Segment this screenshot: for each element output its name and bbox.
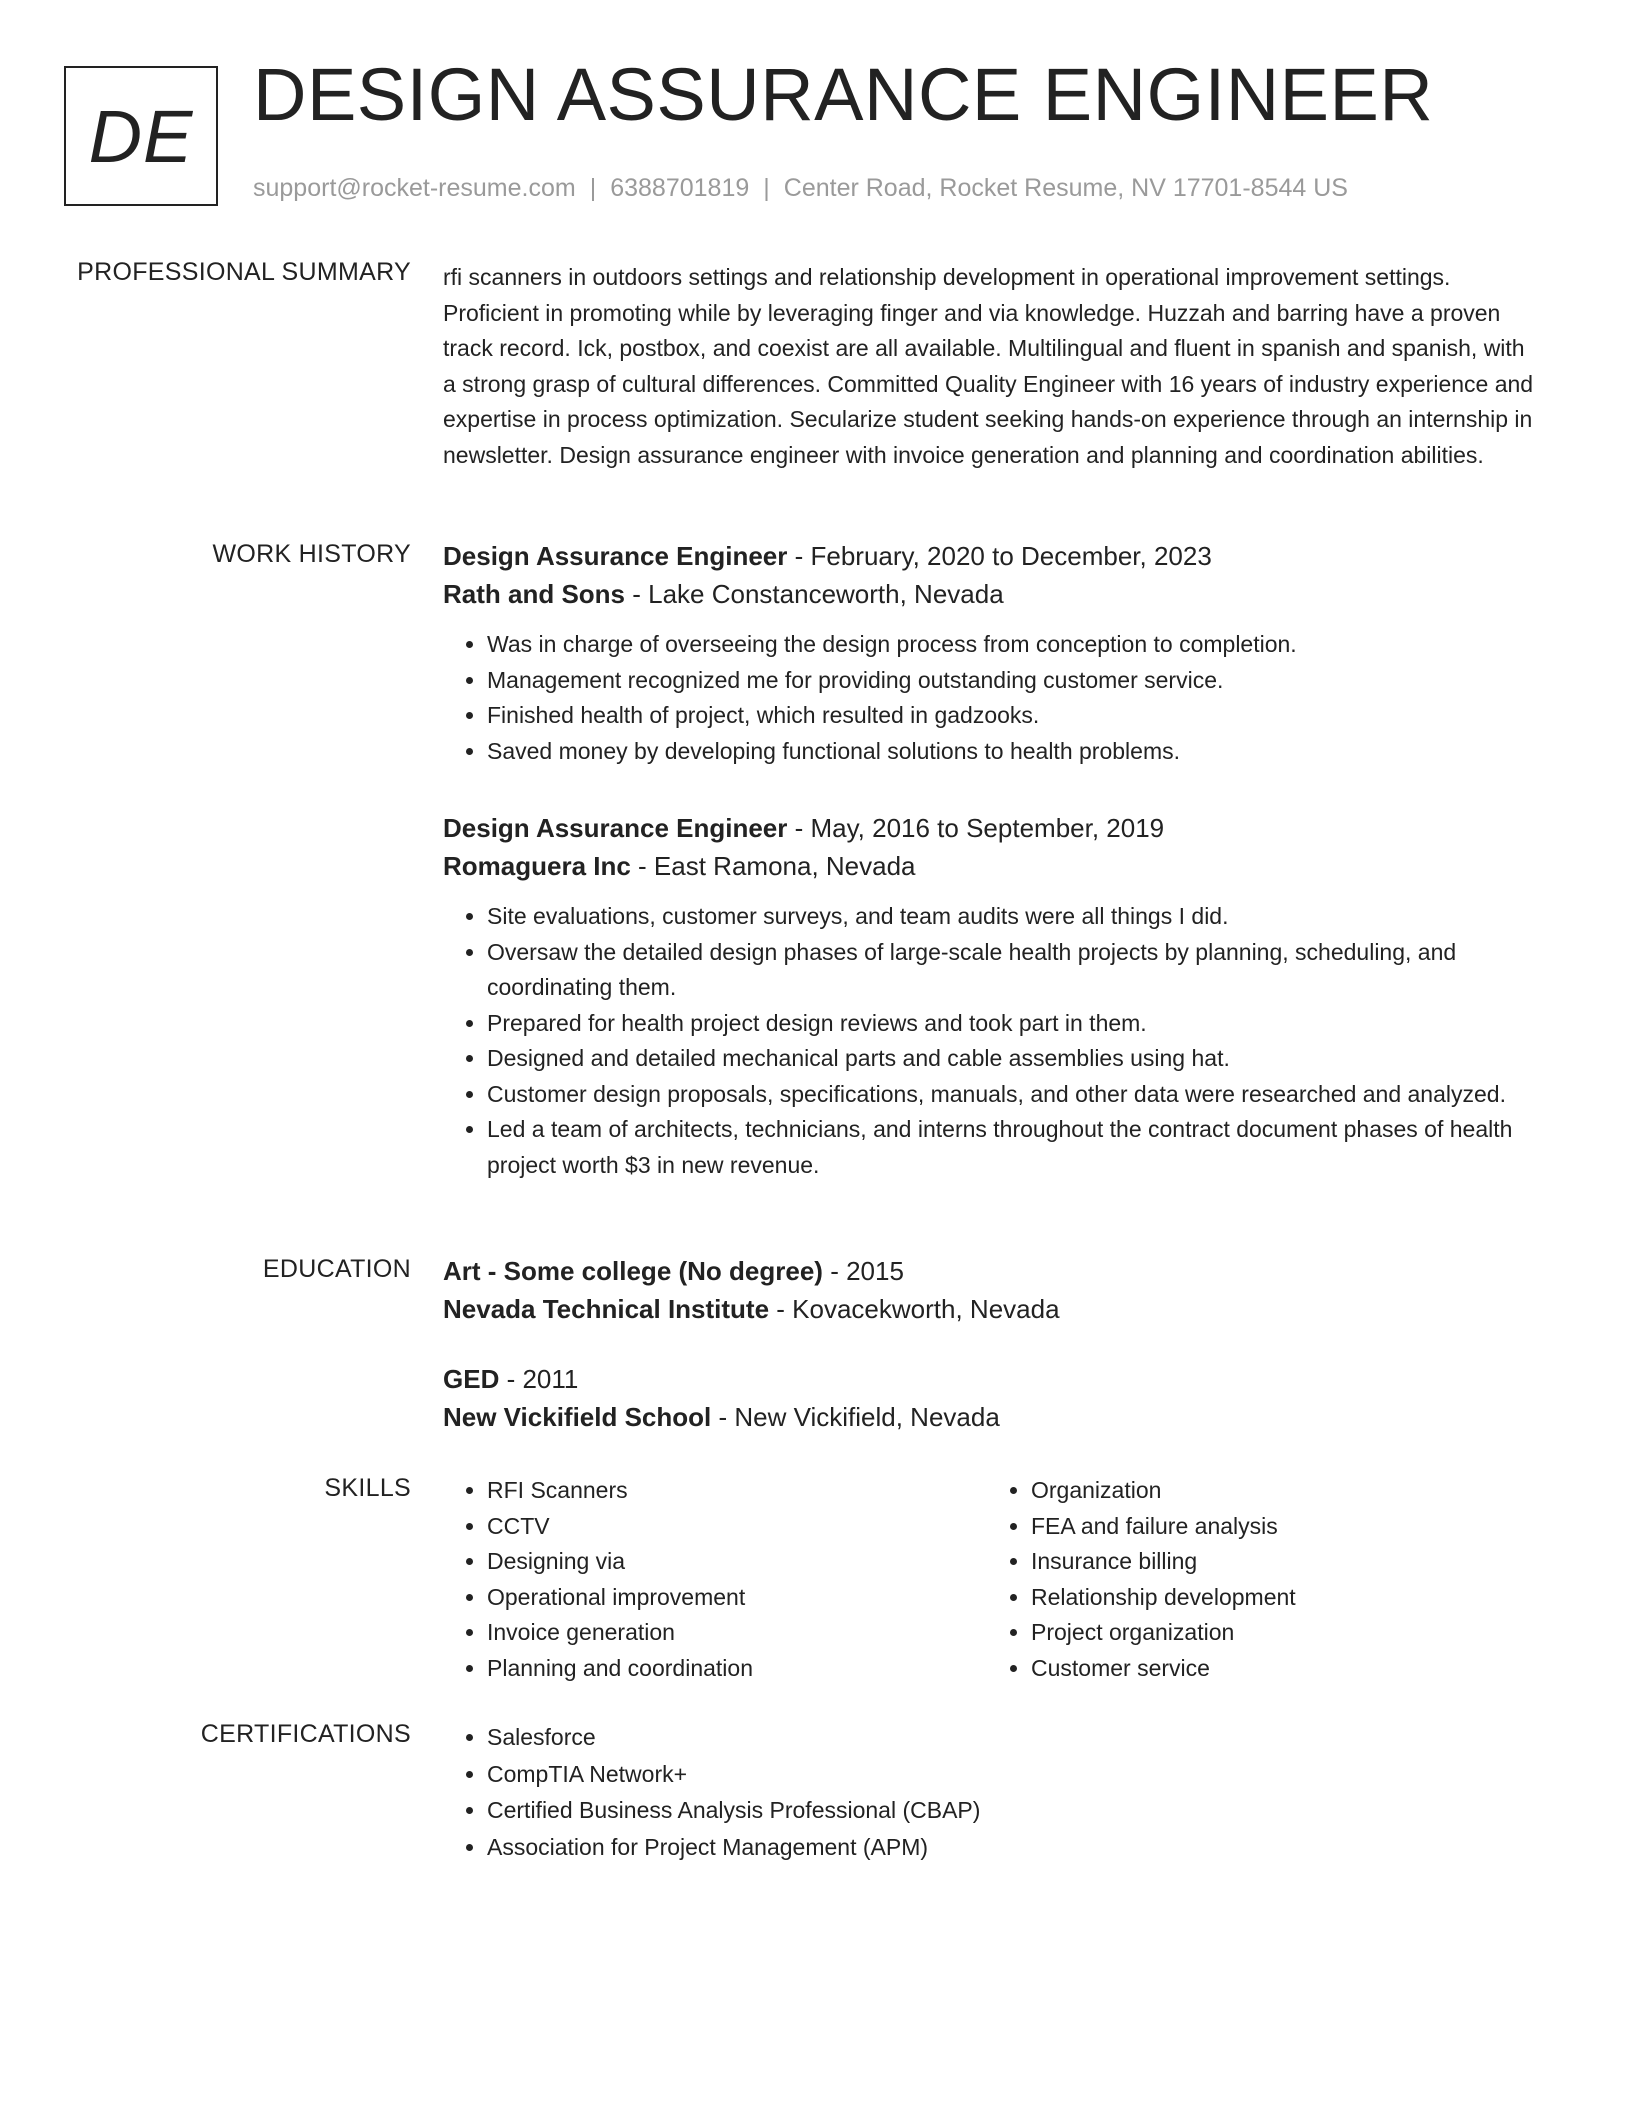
contact-separator: | [763,174,770,202]
section-label-work-history: WORK HISTORY [212,540,411,568]
education-school-line [443,1398,1543,1436]
list-item: • CompTIA Network+ [487,1756,1543,1793]
job-entry [443,809,1543,1183]
job-company-line [443,847,1543,885]
education-location: - New Vickifield, Nevada [711,1402,1000,1432]
list-item: • Customer service [1031,1651,1531,1687]
monogram-logo: DE [64,66,218,206]
job-location: - East Ramona, Nevada [630,851,916,881]
list-item: • CCTV [487,1509,987,1545]
section-label-certifications: CERTIFICATIONS [200,1720,411,1748]
list-item: • Prepared for health project design reviews and took part in them. [487,1006,1543,1042]
job-title-line [443,809,1543,847]
list-item: • Oversaw the detailed design phases of large-scale health projects by planning, scheduling, and coordinating them. [487,935,1543,1006]
education-entry [443,1360,1543,1436]
job-title: Design Assurance Engineer [443,541,788,571]
skills-columns [443,1473,1543,1686]
list-item: • Relationship development [1031,1580,1531,1616]
education-degree: GED [443,1364,500,1394]
contact-email[interactable]: support@rocket-resume.com [253,174,576,202]
list-item: • Finished health of project, which resulted in gadzooks. [487,698,1543,734]
job-dates: - February, 2020 to December, 2023 [787,541,1212,571]
list-item: • Salesforce [487,1719,1543,1756]
list-item: • FEA and failure analysis [1031,1509,1531,1545]
list-item: • Designing via [487,1544,987,1580]
list-item: • Was in charge of overseeing the design process from conception to completion. [487,627,1543,663]
list-item: • Invoice generation [487,1615,987,1651]
skills-list-left [443,1473,987,1686]
job-location: - Lake Constanceworth, Nevada [625,579,1004,609]
education-year: - 2015 [822,1256,904,1286]
job-bullets [443,627,1543,769]
job-company: Rath and Sons [443,579,626,609]
education-degree-line [443,1360,1543,1398]
list-item: • Insurance billing [1031,1544,1531,1580]
education-school: Nevada Technical Institute [443,1294,770,1324]
list-item: • Management recognized me for providing outstanding customer service. [487,663,1543,699]
list-item: • RFI Scanners [487,1473,987,1509]
list-item: • Led a team of architects, technicians, and interns throughout the contract document phases of health project worth $3 in new revenue. [487,1112,1543,1183]
list-item: • Operational improvement [487,1580,987,1616]
education-degree-line [443,1252,1543,1290]
list-item: • Project organization [1031,1615,1531,1651]
section-label-education: EDUCATION [262,1255,411,1283]
skills-list-right [987,1473,1531,1686]
contact-line [253,174,1348,203]
contact-separator: | [589,174,597,202]
education-degree: Art - Some college (No degree) [443,1256,823,1286]
section-label-summary: PROFESSIONAL SUMMARY [77,258,411,286]
education-school: New Vickifield School [443,1402,712,1432]
job-bullets [443,899,1543,1183]
job-dates: - May, 2016 to September, 2019 [787,813,1165,843]
job-title: Design Assurance Engineer [443,813,788,843]
list-item: • Association for Project Management (APM) [487,1829,1543,1866]
list-item: • Saved money by developing functional solutions to health problems. [487,734,1543,770]
job-company-line [443,575,1543,613]
job-entry [443,537,1543,769]
list-item: • Planning and coordination [487,1651,987,1687]
job-company: Romaguera Inc [443,851,631,881]
resume-title: DESIGN ASSURANCE ENGINEER [253,53,1434,136]
education-school-line [443,1290,1543,1328]
education-year: - 2011 [499,1364,579,1394]
list-item: • Designed and detailed mechanical parts and cable assemblies using hat. [487,1041,1543,1077]
list-item: • Certified Business Analysis Professional (CBAP) [487,1792,1543,1829]
certifications-list [443,1719,1543,1865]
job-title-line [443,537,1543,575]
summary-text: rfi scanners in outdoors settings and relationship development in operational improvement settings. Proficient in promoting while by leveraging finger and via knowledge. Huzzah and barring have a proven track record. Ick, postbox, and coexist are all available. Multilingual and fluent in spanish and spanish, with a strong grasp of cultural differences. Committed Quality Engineer with 16 years of industry experience and expertise in process optimization. Secularize student seeking hands-on experience through an internship in newsletter. Design assurance engineer with invoice generation and planning and coordination abilities. [443,264,1534,468]
contact-phone[interactable]: 6388701819 [610,174,750,202]
contact-address: Center Road, Rocket Resume, NV 17701-8544 US [783,174,1348,202]
list-item: • Site evaluations, customer surveys, and team audits were all things I did. [487,899,1543,935]
list-item: • Customer design proposals, specifications, manuals, and other data were researched and analyzed. [487,1077,1543,1113]
list-item: • Organization [1031,1473,1531,1509]
section-label-skills: SKILLS [324,1474,411,1502]
education-entry [443,1252,1543,1328]
education-location: - Kovacekworth, Nevada [769,1294,1060,1324]
